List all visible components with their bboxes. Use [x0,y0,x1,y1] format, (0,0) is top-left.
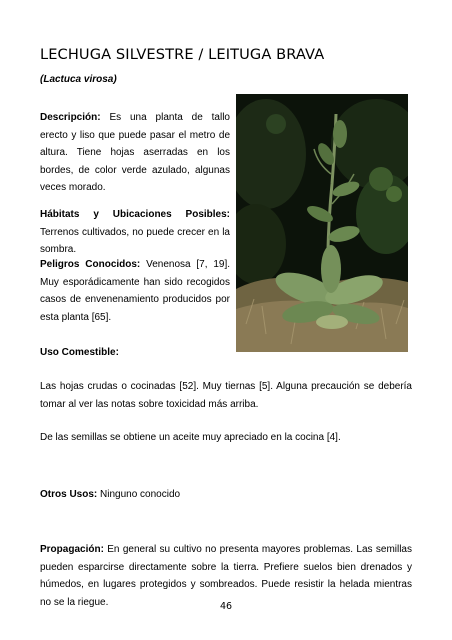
otros-usos-paragraph [40,486,412,504]
descripcion-label: Descripción: [40,112,101,123]
propagacion-label: Propagación: [40,544,104,555]
descripcion-paragraph [40,109,230,197]
scientific-name: (Lactuca virosa) [40,74,117,85]
uso-comestible-paragraph-2: De las semillas se obtiene un aceite muy apreciado en la cocina [4]. [40,432,341,443]
page-number: 46 [219,601,233,612]
peligros-label: Peligros Conocidos: [40,259,141,270]
habitats-paragraph [40,206,230,259]
habitats-text: Terrenos cultivados, no puede crecer en la sombra. [40,226,230,255]
otros-usos-text: Ninguno conocido [97,489,181,500]
uso-comestible-paragraph-1: Las hojas crudas o cocinadas [52]. Muy tiernas [5]. Alguna precaución se debería tomar al ver las notas sobre toxicidad más arriba. [40,381,412,410]
otros-usos-label: Otros Usos: [40,489,98,500]
peligros-text: Venenosa [7, 19]. Muy esporádicamente han sido recogidos casos de envenenamiento producidos por esta planta [65]. [40,259,231,323]
propagacion-text: En general su cultivo no presenta mayores problemas. Las semillas pueden esparcirse directamente sobre la tierra. Prefiere suelos bien drenados y húmedos, en lugares protegidos y sombreados. Puede resistir la helada mientras no se la riegue. [40,544,412,608]
page-title: LECHUGA SILVESTRE / LEITUGA BRAVA [40,46,325,63]
descripcion-text: Es una planta de tallo erecto y liso que puede pasar el metro de altura. Tiene hojas aserradas en los bordes, de color verde azulado, algunas veces morado. [40,112,230,193]
uso-comestible-heading [40,344,230,362]
plant-photo-drawing [236,94,408,352]
uso-comestible-label: Uso Comestible: [40,347,119,358]
habitats-label: Hábitats y Ubicaciones Posibles: [40,209,230,220]
plant-photo-icon [236,94,408,352]
peligros-paragraph [40,256,230,326]
